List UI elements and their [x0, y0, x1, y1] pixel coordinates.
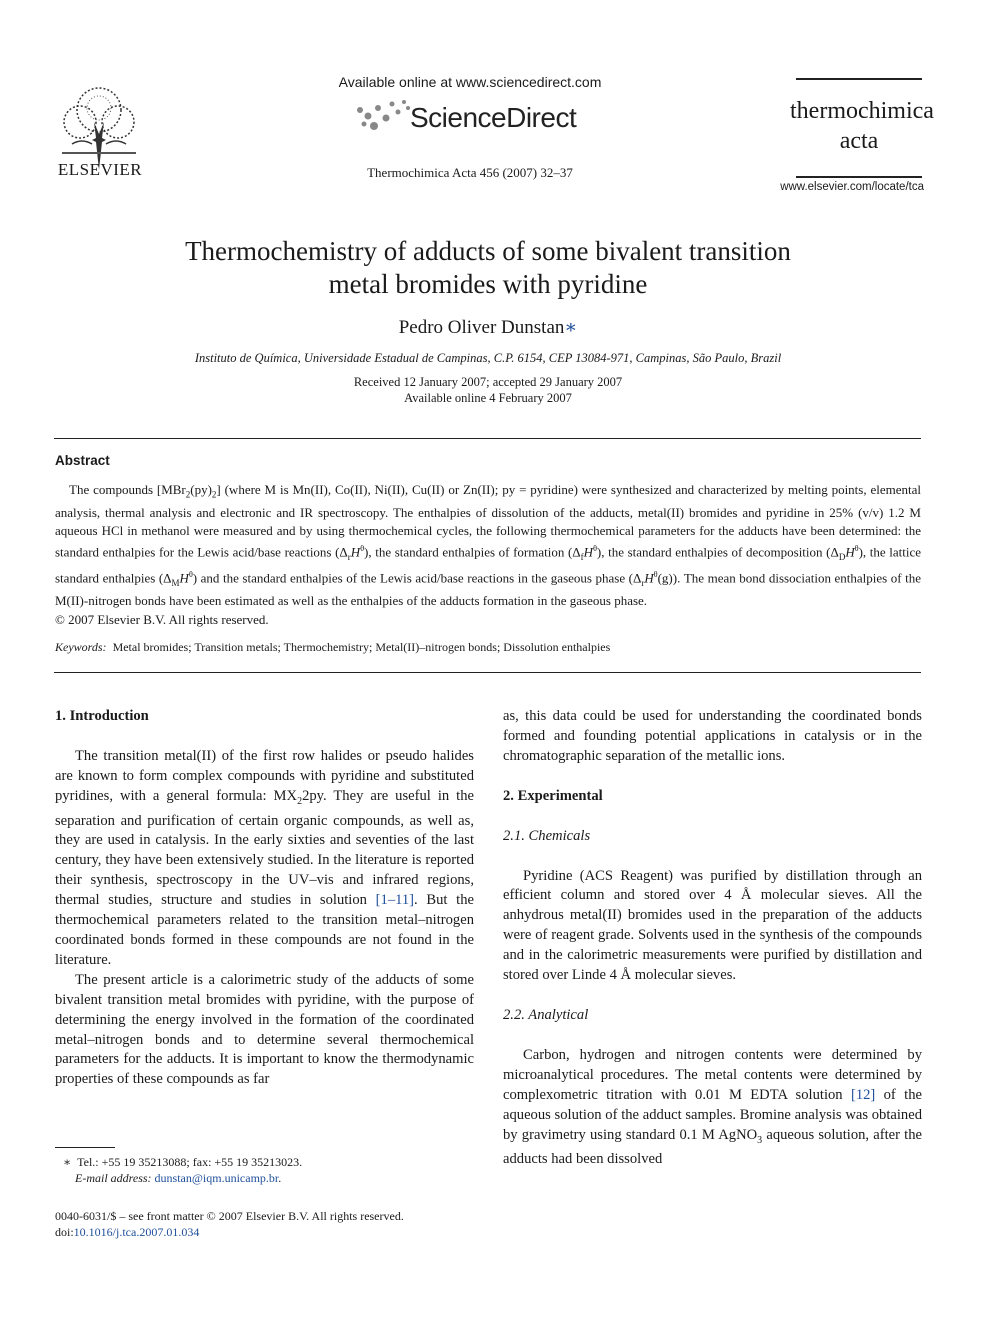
- rule-top: [54, 438, 921, 439]
- author-footnote: [55, 1154, 475, 1186]
- abstract-text: The compounds $[MBr_2(py)_2]$ (where M is Mn(II), Co(II), Ni(II), Cu(II) or Zn(II); py = pyridine) were synthesized and characterized by melting points, elemental analysis, thermal analysis and electronic and IR spectroscopy. The enthalpies of dissolution of the adducts, metal(II) bromides and pyridine in 25% (v/v) 1.2 M aqueous HCl in methanol were measured and by using thermochemical cycles, the following thermochemical parameters for the adducts have been determined: the standard enthalpies for the Lewis acid/base reactions $(\Delta_rH^\theta)$, the standard enthalpies of formation $(\Delta_fH^\theta)$, the standard enthalpies of decomposition $(\Delta_DH^\theta)$, the lattice standard enthalpies $(\Delta_MH^\theta)$ and the standard enthalpies of the Lewis acid/base reactions in the gaseous phase $(\Delta_rH^\theta(g))$. The mean bond dissociation enthalpies of the M(II)-nitrogen bonds have been estimated as well as the enthalpies of the adducts formation in the gaseous phase.: [55, 482, 922, 609]
- publisher-name: ELSEVIER: [57, 160, 143, 179]
- intro-paragraph-1: The transition metal(II) of the first row halides or pseudo halides are known to form complex compounds with pyridine and substituted pyridines, with a general formula: $MX_22py$. They are useful in the separation and purification of certain organic compounds, as well as, they are used in catalysis. In the early sixties and seventies of the last century, they have been extensively studied. In the literature is reported their synthesis, spectroscopy in the UV–vis and infrared regions, thermal studies, structure and studies in solution [1–11]. But the thermochemical parameters related to the transition metal–nitrogen coordinated bonds formed in these compounds are not found in the literature.: [55, 747, 474, 968]
- affiliation: Instituto de Química, Universidade Estadual de Campinas, C.P. 6154, CEP 13084-971, Campinas, São Paulo, Brazil: [194, 351, 782, 365]
- issn-line: 0040-6031/$ – see front matter © 2007 Elsevier B.V. All rights reserved.: [55, 1209, 404, 1223]
- reference-link-1-11[interactable]: [1–11]: [375, 892, 415, 909]
- available-date: Available online 4 February 2007: [404, 391, 572, 405]
- abstract-copyright: © 2007 Elsevier B.V. All rights reserved.: [55, 611, 269, 627]
- abstract-body: [55, 481, 921, 629]
- intro-paragraph-2-continued: as, this data could be used for understanding the coordinated bonds formed and founding potential applications in catalysis or in the chromatographic separation of the metallic ions.: [503, 708, 922, 764]
- title-line2: metal bromides with pyridine: [328, 269, 648, 299]
- journal-rule-top: [796, 78, 922, 80]
- footnote-contact: [55, 1154, 475, 1170]
- author-footnote-mark[interactable]: ∗: [564, 317, 578, 338]
- right-column: [503, 707, 922, 1170]
- received-date: Received 12 January 2007; accepted 29 January 2007: [353, 375, 623, 389]
- available-online-line[interactable]: Available online at www.sciencedirect.com: [338, 74, 602, 90]
- section-introduction-heading: 1. Introduction: [55, 708, 149, 724]
- doi-link[interactable]: 10.1016/j.tca.2007.01.034: [73, 1225, 200, 1239]
- email-link[interactable]: dunstan@iqm.unicamp.br: [154, 1171, 279, 1185]
- section-experimental-heading: 2. Experimental: [503, 787, 603, 804]
- author-name: Pedro Oliver Dunstan: [398, 317, 565, 338]
- article-title: [100, 235, 876, 301]
- footnote-mark: ∗: [63, 1155, 72, 1169]
- keywords-label: Keywords:: [55, 640, 107, 654]
- chemicals-paragraph: Pyridine (ACS Reagent) was purified by distillation through an efficient column and stored over 4 Å molecular sieves. All the anhydrous metal(II) bromides used in the preparation of the adducts were of reagent grade. Solvents used in the synthesis of the compounds and in the calorimetric measurements were purified by distillation and stored over Linde 4 Å molecular sieves.: [503, 867, 922, 984]
- journal-name-line2: acta: [839, 128, 879, 154]
- journal-name: [790, 96, 934, 156]
- subsection-chemicals-heading: 2.1. Chemicals: [503, 827, 591, 844]
- email-label: E-mail address:: [75, 1171, 152, 1185]
- author-line: [100, 316, 876, 339]
- keywords-list: Metal bromides; Transition metals; Thermochemistry; Metal(II)–nitrogen bonds; Dissolution enthalpies: [112, 640, 611, 654]
- front-matter: [55, 1208, 475, 1240]
- keywords-line: [55, 640, 921, 655]
- footnote-tel: Tel.: +55 19 35213088; fax: +55 19 35213023.: [77, 1155, 303, 1169]
- doi-line: [55, 1224, 475, 1240]
- journal-name-line1: thermochimica: [790, 98, 934, 124]
- subsection-analytical-heading: 2.2. Analytical: [503, 1006, 589, 1023]
- journal-rule-bottom: [796, 176, 922, 178]
- intro-paragraph-2: The present article is a calorimetric study of the adducts of some bivalent transition metal bromides with pyridine, with the purpose of determining the energy involved in the formation of the coordinated metal–nitrogen bonds and to determine several thermochemical parameters for the adducts. It is important to know the thermodynamic properties of these compounds as far: [55, 971, 474, 1088]
- article-dates: [100, 374, 876, 406]
- sciencedirect-wordmark: ScienceDirect: [410, 102, 577, 133]
- analytical-paragraph: Carbon, hydrogen and nitrogen contents were determined by microanalytical procedures. The metal contents were determined by complexometric titration with 0.01 M EDTA solution [12] of the aqueous solution of the adduct samples. Bromine analysis was obtained by gravimetry using standard 0.1 M AgNO$_3$ aqueous solution, after the adducts had been dissolved: [503, 1046, 922, 1168]
- left-column: [55, 707, 474, 1090]
- journal-url[interactable]: www.elsevier.com/locate/tca: [780, 181, 924, 193]
- rule-bottom: [54, 672, 921, 673]
- abstract-heading: Abstract: [55, 453, 110, 468]
- footnote-email-line: E-mail address: dunstan@iqm.unicamp.br.: [75, 1171, 282, 1185]
- journal-citation: Thermochimica Acta 456 (2007) 32–37: [367, 165, 573, 180]
- doi-label: doi:: [55, 1225, 74, 1239]
- footnote-rule: [55, 1147, 115, 1148]
- reference-link-12[interactable]: [12]: [850, 1086, 876, 1103]
- title-line1: Thermochemistry of adducts of some bivalent transition: [185, 236, 791, 266]
